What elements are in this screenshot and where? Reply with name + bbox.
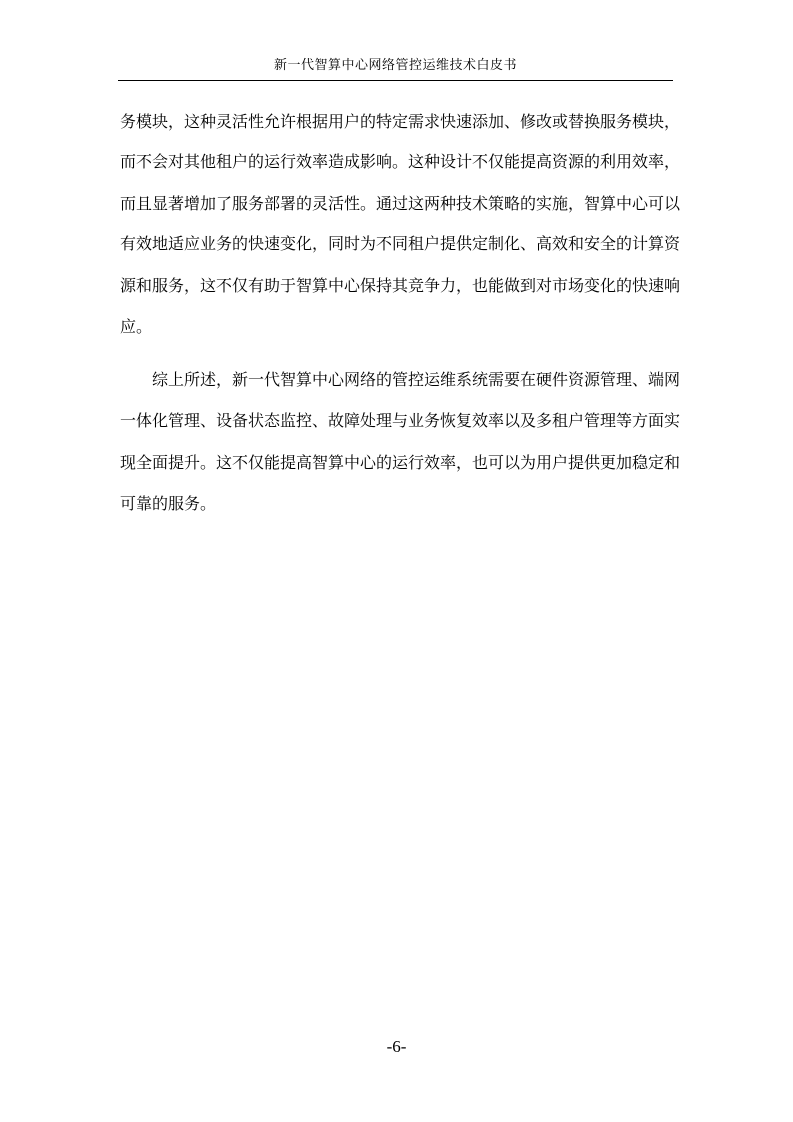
paragraph-line: 现全面提升。这不仅能提高智算中心的运行效率，也可以为用户提供更加稳定和 [120, 453, 681, 472]
paragraph-line: 而不会对其他租户的运行效率造成影响。这种设计不仅能提高资源的利用效率， [120, 152, 681, 171]
page-number: -6- [386, 1037, 407, 1056]
paragraph-line: 综上所述，新一代智算中心网络的管控运维系统需要在硬件资源管理、端网 [152, 370, 681, 389]
paragraph-line: 有效地适应业务的快速变化，同时为不同租户提供定制化、高效和安全的计算资 [120, 234, 681, 253]
paragraph-line: 源和服务，这不仅有助于智算中心保持其竞争力，也能做到对市场变化的快速响 [120, 276, 681, 295]
paragraph-line: 而且显著增加了服务部署的灵活性。通过这两种技术策略的实施，智算中心可以 [120, 194, 681, 213]
paragraph-line: 可靠的服务。 [120, 494, 217, 513]
paragraph-line: 一体化管理、设备状态监控、故障处理与业务恢复效率以及多租户管理等方面实 [120, 411, 681, 430]
paragraph-line: 务模块，这种灵活性允许根据用户的特定需求快速添加、修改或替换服务模块， [120, 112, 681, 131]
header-title: 新一代智算中心网络管控运维技术白皮书 [273, 58, 517, 73]
header-divider [118, 80, 673, 81]
paragraph-line: 应。 [120, 317, 153, 336]
